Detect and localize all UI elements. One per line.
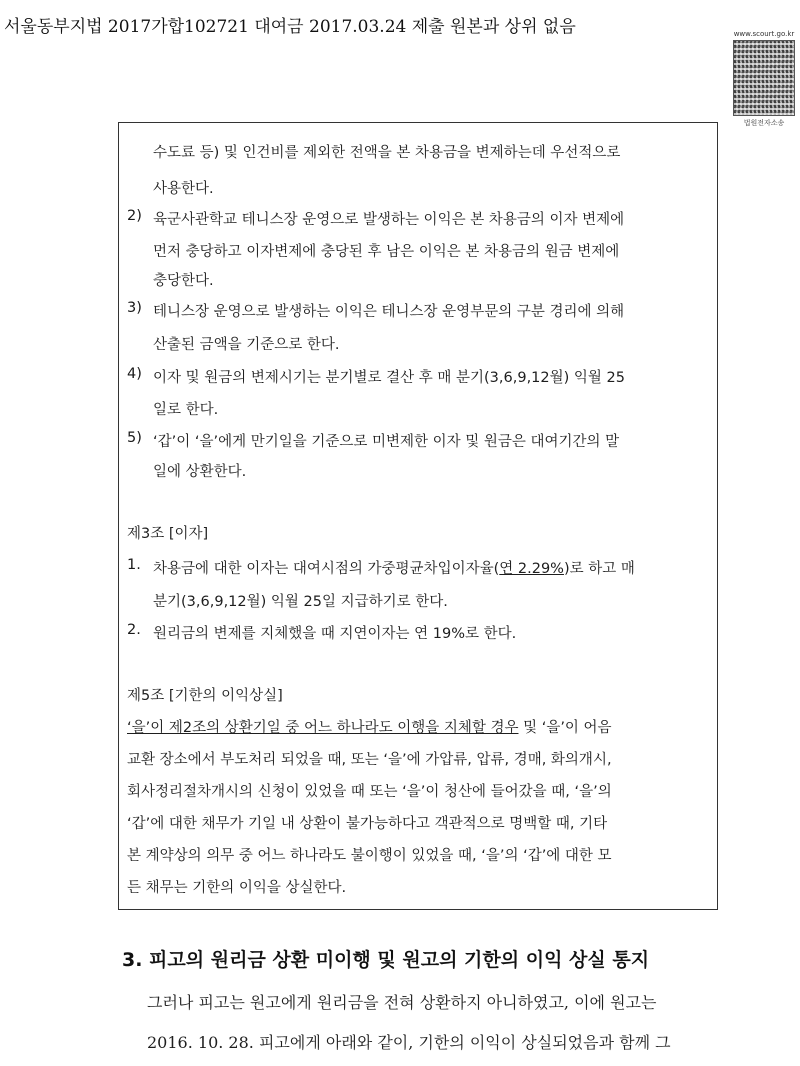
article-3-title: 제3조 [이자] [127, 526, 209, 542]
qr-url: www.scourt.go.kr [733, 30, 795, 38]
clause-number: 2. [127, 622, 141, 638]
article-5-title: 제5조 [기한의 이익상실] [127, 688, 283, 704]
clause-number: 4) [127, 366, 142, 382]
section-3-heading: 3. 피고의 원리금 상환 미이행 및 원고의 기한의 이익 상실 통지 [122, 949, 650, 971]
contract-line: 테니스장 운영으로 발생하는 이익은 테니스장 운영부문의 구분 경리에 의해 [153, 304, 625, 320]
contract-line: 분기(3,6,9,12월) 익월 25일 지급하기로 한다. [153, 594, 448, 610]
contract-line: ‘갑’에 대한 채무가 기일 내 상환이 불가능하다고 객관적으로 명백할 때, 기타 [127, 816, 608, 832]
contract-line: 먼저 충당하고 이자변제에 충당된 후 남은 이익은 본 차용금의 원금 변제에 [153, 244, 620, 260]
contract-line: 사용한다. [153, 181, 214, 197]
contract-line: 일로 한다. [153, 402, 219, 418]
contract-line: 수도료 등) 및 인건비를 제외한 전액을 본 차용금을 변제하는데 우선적으로 [153, 145, 621, 161]
underlined-clause: ‘을’이 제2조의 상환기일 중 어느 하나라도 이행을 지체할 경우 [127, 720, 519, 736]
qr-code-icon [733, 40, 795, 116]
body-paragraph-line: 2016. 10. 28. 피고에게 아래와 같이, 기한의 이익이 상실되었음과 함께 그 [147, 1033, 671, 1052]
interest-rate: 연 2.29% [499, 561, 564, 577]
clause-number: 1. [127, 557, 141, 573]
article-5-line-1: ‘을’이 제2조의 상환기일 중 어느 하나라도 이행을 지체할 경우 및 ‘을’이 어음 [127, 720, 612, 736]
contract-line: 회사정리절차개시의 신청이 있었을 때 또는 ‘을’이 청산에 들어갔을 때, ‘을’의 [127, 784, 612, 800]
contract-line: 이자 및 원금의 변제시기는 분기별로 결산 후 매 분기(3,6,9,12월) 익월 25 [153, 370, 625, 386]
clause-number: 3) [127, 300, 142, 316]
contract-line: 교환 장소에서 부도처리 되었을 때, 또는 ‘을’에 가압류, 압류, 경매, 화의개시, [127, 752, 612, 768]
contract-line: 산출된 금액을 기준으로 한다. [153, 337, 340, 353]
document-header: 서울동부지법 2017가합102721 대여금 2017.03.24 제출 원본과 상위 없음 [4, 17, 576, 37]
qr-block [733, 30, 795, 128]
qr-caption: 법원전자소송 [743, 119, 785, 127]
body-paragraph-line: 그러나 피고는 원고에게 원리금을 전혀 상환하지 아니하였고, 이에 원고는 [147, 993, 657, 1012]
contract-line: 일에 상환한다. [153, 464, 247, 480]
contract-line: 육군사관학교 테니스장 운영으로 발생하는 이익은 본 차용금의 이자 변제에 [153, 212, 625, 228]
clause-number: 5) [127, 430, 142, 446]
contract-line: 본 계약상의 의무 중 어느 하나라도 불이행이 있었을 때, ‘을’의 ‘갑’에 대한 모 [127, 848, 612, 864]
contract-line: 든 채무는 기한의 이익을 상실한다. [127, 880, 347, 896]
contract-line: 충당한다. [153, 273, 214, 289]
contract-line: 원리금의 변제를 지체했을 때 지연이자는 연 19%로 한다. [153, 626, 517, 642]
article-3-item-1-line-1: 차용금에 대한 이자는 대여시점의 가중평균차입이자율(연 2.29%)로 하고 매 [153, 561, 635, 577]
contract-line: ‘갑’이 ‘을’에게 만기일을 기준으로 미변제한 이자 및 원금은 대여기간의 말 [153, 434, 620, 450]
clause-number: 2) [127, 208, 142, 224]
